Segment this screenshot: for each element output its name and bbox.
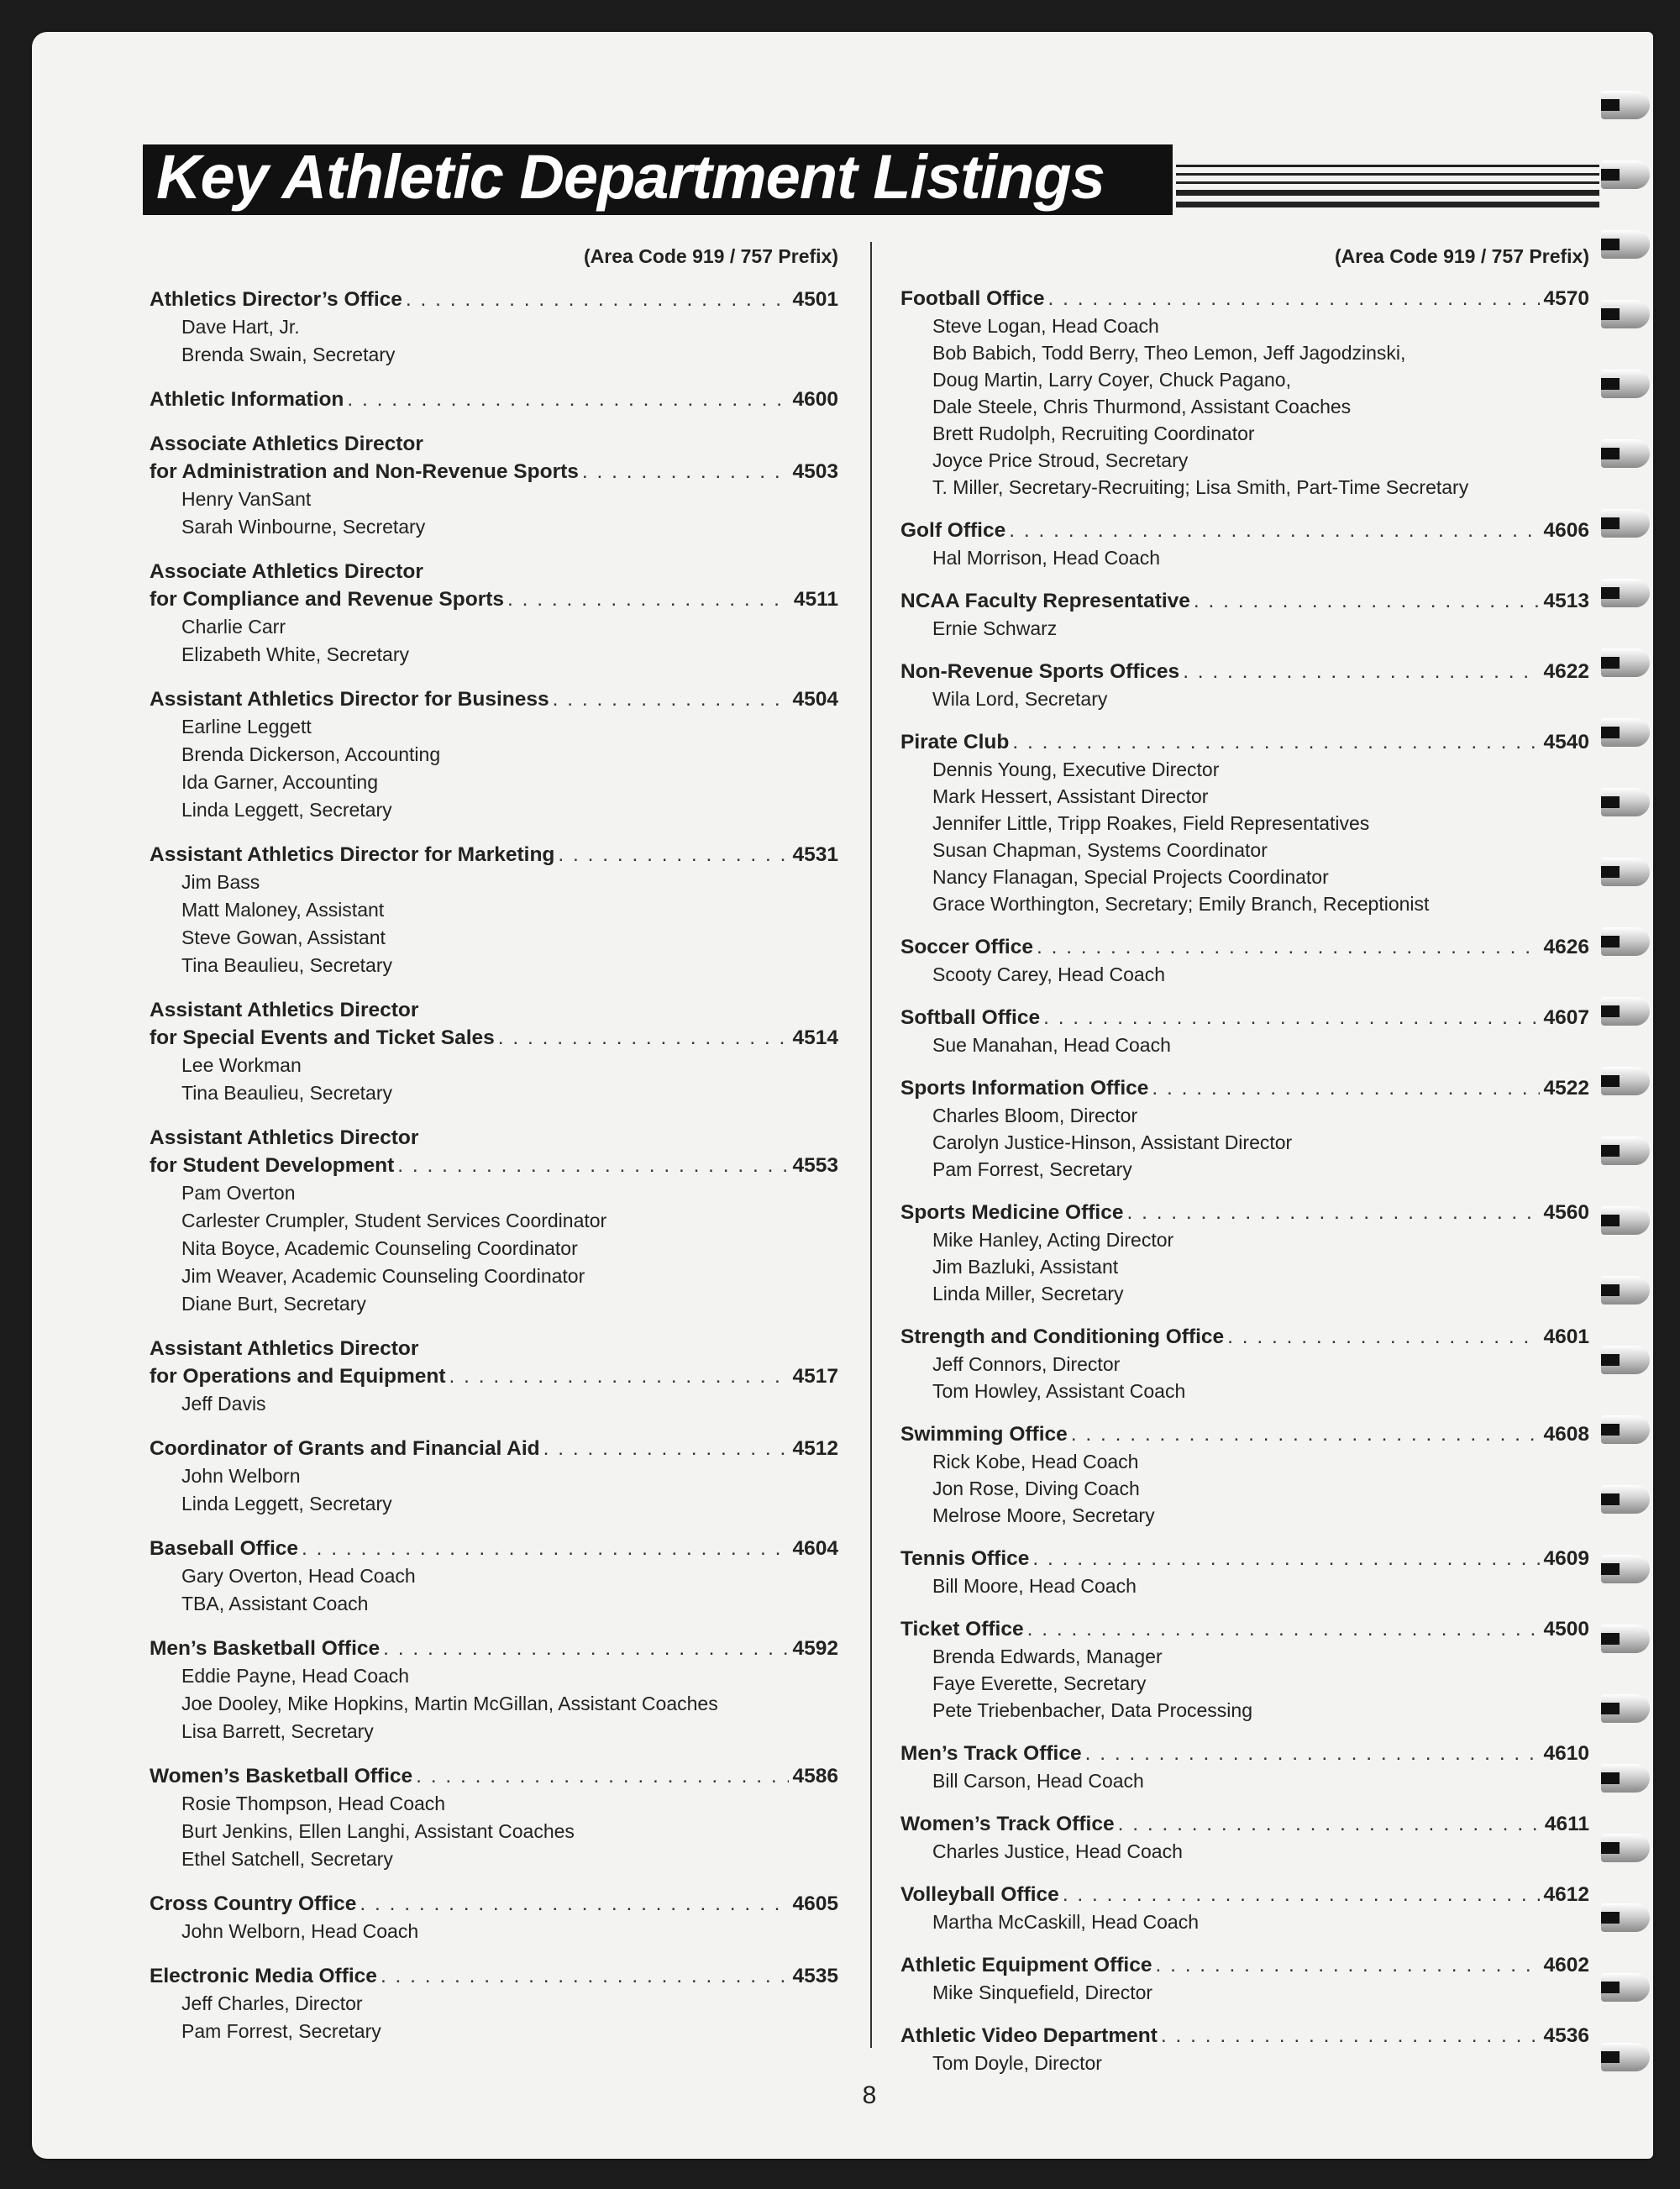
entry-heading [900,1324,1589,1351]
phone-extension: 4560 [1543,1201,1589,1224]
staff-line: Linda Leggett, Secretary [181,1493,392,1514]
staff-line: Rick Kobe, Head Coach [932,1451,1139,1472]
staff-line: Brenda Dickerson, Accounting [181,743,441,765]
directory-entry [900,729,1589,917]
staff-line: Nancy Flanagan, Special Projects Coordinator [932,866,1329,888]
staff-line: Jim Weaver, Academic Counseling Coordinator [181,1265,585,1287]
staff-line: Joe Dooley, Mike Hopkins, Martin McGillan, Assistant Coaches [181,1693,718,1714]
phone-extension: 4503 [792,460,838,483]
entry-heading-line1: Assistant Athletics Director [150,999,419,1021]
entry-heading [900,1811,1589,1838]
dot-leader [1194,588,1541,615]
directory-entry [150,1962,838,2045]
staff-line: Mark Hessert, Assistant Director [932,785,1209,807]
staff-line: Dennis Young, Executive Director [932,759,1220,780]
dot-leader [1161,2023,1541,2050]
entry-heading [150,1362,838,1390]
staff-line: Grace Worthington, Secretary; Emily Branch, Receptionist [932,893,1430,915]
staff-line: Martha McCaskill, Head Coach [932,1911,1200,1933]
directory-entry [900,1421,1589,1529]
office-name: Women’s Track Office [900,1813,1115,1835]
dot-leader [1071,1421,1541,1448]
directory-entry [900,1882,1589,1935]
staff-line: Sue Manahan, Head Coach [932,1034,1171,1056]
entry-heading-line1: Assistant Athletics Director [150,1126,419,1149]
staff-line: Susan Chapman, Systems Coordinator [932,839,1268,861]
entry-heading-line1: Assistant Athletics Director [150,1337,419,1360]
office-name: Volleyball Office [900,1883,1059,1906]
directory-entry [150,1535,838,1618]
staff-line: Jim Bazluki, Assistant [932,1256,1119,1278]
directory-entry [150,1124,838,1318]
dot-leader [397,1152,789,1179]
binding-ring [1601,1276,1650,1304]
directory-entry [900,934,1589,988]
binding-ring [1601,997,1650,1026]
staff-line: Carolyn Justice-Hinson, Assistant Director [932,1131,1293,1153]
staff-line: John Welborn [181,1465,301,1487]
directory-entry [900,517,1589,571]
dot-leader [416,1762,789,1790]
staff-line: Pam Forrest, Secretary [181,2020,381,2042]
staff-line: Joyce Price Stroud, Secretary [932,449,1189,471]
entry-heading [900,2023,1589,2050]
entry-heading [900,286,1589,312]
office-name: for Administration and Non-Revenue Sports [150,460,579,483]
office-name: for Special Events and Ticket Sales [150,1026,495,1049]
entry-heading [150,1024,838,1052]
phone-extension: 4612 [1543,1883,1589,1906]
office-name: Athletic Equipment Office [900,1954,1152,1976]
entry-heading [150,841,838,869]
staff-line: Ida Garner, Accounting [181,771,378,793]
entry-heading-line1: Associate Athletics Director [150,560,423,583]
directory-entry [150,430,838,541]
binding-ring [1601,1694,1650,1723]
entry-heading [900,517,1589,544]
dot-leader [347,386,789,413]
staff-line: Hal Morrison, Head Coach [932,547,1161,569]
entry-heading [150,1435,838,1462]
binding-ring [1601,1903,1650,1932]
office-name: Sports Medicine Office [900,1201,1124,1224]
staff-line: Pete Triebenbacher, Data Processing [932,1699,1253,1721]
entry-heading [900,1005,1589,1032]
staff-line: Jennifer Little, Tripp Roakes, Field Representatives [932,812,1370,834]
directory-entry [900,1740,1589,1794]
office-name: Soccer Office [900,936,1033,958]
dot-leader [1118,1811,1541,1838]
office-name: Athletics Director’s Office [150,288,402,311]
binding-ring [1601,1206,1650,1235]
entry-heading [150,386,838,413]
office-name: Men’s Basketball Office [150,1637,381,1660]
page-title: Key Athletic Department Listings [156,142,1105,212]
staff-line: John Welborn, Head Coach [181,1920,419,1942]
entry-heading [150,458,838,486]
binding-ring [1601,1136,1650,1165]
staff-line: Earline Leggett [181,716,312,738]
directory-entry [900,659,1589,712]
binding-ring [1601,1625,1650,1653]
binding-ring [1601,1415,1650,1444]
staff-line: T. Miller, Secretary-Recruiting; Lisa Smith, Part-Time Secretary [932,476,1469,498]
office-name: Athletic Video Department [900,2024,1158,2047]
entry-heading [150,1890,838,1918]
staff-line: Steve Logan, Head Coach [932,315,1159,337]
staff-line: Jeff Charles, Director [181,1992,363,2014]
dot-leader [449,1362,790,1390]
staff-line: Dave Hart, Jr. [181,316,300,338]
office-name: Pirate Club [900,731,1010,753]
staff-line: Tina Beaulieu, Secretary [181,954,393,976]
staff-line: Charlie Carr [181,616,286,638]
dot-leader [1227,1324,1540,1351]
directory-entry [900,1616,1589,1724]
dot-leader [553,685,790,713]
office-name: Assistant Athletics Director for Marketing [150,843,555,866]
phone-extension: 4522 [1543,1077,1589,1100]
staff-line: Charles Justice, Head Coach [932,1840,1183,1862]
directory-entry [150,841,838,979]
directory-entry [150,558,838,669]
directory-entry [900,1324,1589,1404]
staff-line: Nita Boyce, Academic Counseling Coordinator [181,1237,578,1259]
staff-line: Henry VanSant [181,488,312,510]
staff-line: Eddie Payne, Head Coach [181,1665,410,1687]
office-name: Baseball Office [150,1537,299,1560]
title-rule-lines [1176,165,1599,215]
entry-heading [900,729,1589,756]
left-entry-list [150,286,838,2045]
staff-line: Gary Overton, Head Coach [181,1565,416,1587]
office-name: Tennis Office [900,1547,1030,1570]
staff-line: Pam Overton [181,1182,296,1204]
right-entry-list [900,286,1589,2076]
directory-entry [900,1952,1589,2006]
right-column [900,245,1589,2093]
binding-ring [1601,439,1650,468]
binding-ring [1601,579,1650,607]
phone-extension: 4605 [792,1892,838,1915]
staff-line: Bill Moore, Head Coach [932,1575,1137,1597]
staff-line: Jeff Connors, Director [932,1353,1121,1375]
office-name: Strength and Conditioning Office [900,1325,1225,1348]
office-name: Women’s Basketball Office [150,1765,413,1787]
left-column [150,245,838,2062]
phone-extension: 4531 [792,843,838,866]
directory-entry [150,1890,838,1945]
office-name: Golf Office [900,519,1006,542]
dot-leader [1063,1882,1541,1908]
dot-leader [1009,517,1540,544]
staff-line: Linda Leggett, Secretary [181,799,392,821]
directory-entry [900,2023,1589,2076]
staff-line: Lee Workman [181,1054,302,1076]
entry-heading [900,1199,1589,1226]
entry-heading [900,1075,1589,1102]
staff-line: Ethel Satchell, Secretary [181,1848,393,1870]
directory-entry [150,1335,838,1418]
phone-extension: 4514 [792,1026,838,1049]
phone-extension: 4601 [1543,1325,1589,1348]
entry-heading [150,1635,838,1662]
binding-ring [1601,1067,1650,1095]
dot-leader [360,1890,789,1918]
entry-heading [900,588,1589,615]
phone-extension: 4592 [792,1637,838,1660]
staff-line: Linda Miller, Secretary [932,1283,1124,1304]
dot-leader [302,1535,789,1562]
staff-line: Matt Maloney, Assistant [181,899,385,921]
staff-line: Pam Forrest, Secretary [932,1158,1132,1180]
phone-extension: 4540 [1543,731,1589,753]
phone-extension: 4511 [793,588,838,611]
phone-extension: 4604 [792,1537,838,1560]
staff-line: Bob Babich, Todd Berry, Theo Lemon, Jeff Jagodzinski, [932,342,1406,364]
staff-line: Jim Bass [181,871,260,893]
binding-ring [1601,509,1650,538]
dot-leader [498,1024,790,1052]
staff-line: Jeff Davis [181,1393,266,1415]
staff-line: Doug Martin, Larry Coyer, Chuck Pagano, [932,369,1291,391]
office-name: Softball Office [900,1006,1041,1029]
dot-leader [1048,286,1541,312]
staff-line: Scooty Carey, Head Coach [932,963,1165,985]
phone-extension: 4607 [1543,1006,1589,1029]
phone-extension: 4610 [1543,1742,1589,1765]
directory-entry [150,286,838,369]
binding-ring [1601,1485,1650,1514]
phone-extension: 4602 [1543,1954,1589,1976]
entry-heading [900,1882,1589,1908]
entry-heading [150,685,838,713]
dot-leader [406,286,790,313]
dot-leader [1126,1199,1540,1226]
directory-entry [900,1075,1589,1183]
dot-leader [558,841,789,869]
dot-leader [1085,1740,1541,1767]
binding-ring [1601,1346,1650,1374]
staff-line: TBA, Assistant Coach [181,1593,369,1614]
dot-leader [1037,934,1541,961]
staff-line: Tom Howley, Assistant Coach [932,1380,1186,1402]
dot-leader [507,585,790,613]
staff-line: Rosie Thompson, Head Coach [181,1793,446,1814]
dot-leader [582,458,790,486]
phone-extension: 4517 [792,1365,838,1388]
entry-heading [150,286,838,313]
phone-extension: 4608 [1543,1423,1589,1446]
area-code-note: (Area Code 919 / 757 Prefix) [584,245,838,267]
binding-ring [1601,1555,1650,1583]
directory-entry [900,1005,1589,1058]
binding-ring [1601,2043,1650,2071]
staff-line: Mike Hanley, Acting Director [932,1229,1174,1251]
binding-ring [1601,230,1650,259]
binding-ring [1601,858,1650,886]
phone-extension: 4536 [1543,2024,1589,2047]
directory-entry [150,1435,838,1518]
office-name: Men’s Track Office [900,1742,1082,1765]
office-name: Ticket Office [900,1618,1024,1640]
phone-extension: 4600 [792,388,838,411]
directory-entry [150,1635,838,1745]
binding-ring [1601,1973,1650,2002]
staff-line: Elizabeth White, Secretary [181,643,410,665]
dot-leader [1027,1616,1541,1643]
directory-entry [900,1811,1589,1865]
entry-heading [900,1421,1589,1448]
entry-heading [150,1962,838,1990]
staff-line: Bill Carson, Head Coach [932,1770,1144,1792]
staff-line: Carlester Crumpler, Student Services Coordinator [181,1210,607,1231]
staff-line: Mike Sinquefield, Director [932,1982,1153,2003]
staff-line: Burt Jenkins, Ellen Langhi, Assistant Coaches [181,1820,575,1842]
office-name: Football Office [900,287,1045,310]
directory-entry [150,685,838,824]
binding-ring [1601,648,1650,677]
phone-extension: 4611 [1544,1813,1589,1835]
binding-ring [1601,370,1650,398]
office-name: for Student Development [150,1154,395,1177]
office-name: for Compliance and Revenue Sports [150,588,505,611]
staff-line: Tom Doyle, Director [932,2052,1102,2074]
entry-heading [150,1152,838,1179]
phone-extension: 4501 [792,288,838,311]
directory-entry [900,286,1589,501]
binding-ring [1601,788,1650,816]
entry-heading [900,1952,1589,1979]
staff-line: Wila Lord, Secretary [932,688,1108,710]
staff-line: Jon Rose, Diving Coach [932,1478,1140,1499]
phone-extension: 4535 [792,1965,838,1987]
staff-line: Tina Beaulieu, Secretary [181,1082,393,1104]
phone-extension: 4586 [792,1765,838,1787]
staff-line: Sarah Winbourne, Secretary [181,516,426,538]
staff-line: Charles Bloom, Director [932,1105,1138,1126]
entry-heading [900,934,1589,961]
office-name: Non-Revenue Sports Offices [900,660,1180,683]
dot-leader [383,1635,789,1662]
entry-heading [150,1535,838,1562]
directory-entry [150,386,838,413]
staff-line: Melrose Moore, Secretary [932,1504,1155,1526]
dot-leader [381,1962,790,1990]
directory-entry [150,1762,838,1873]
office-name: Assistant Athletics Director for Business [150,688,549,711]
binding-ring [1601,1834,1650,1862]
dot-leader [1043,1005,1540,1032]
office-name: Coordinator of Grants and Financial Aid [150,1437,540,1460]
phone-extension: 4513 [1543,590,1589,612]
column-divider [870,242,872,2048]
entry-heading [900,1616,1589,1643]
office-name: Cross Country Office [150,1892,357,1915]
phone-extension: 4609 [1543,1547,1589,1570]
directory-entry [900,1546,1589,1599]
area-code-note: (Area Code 919 / 757 Prefix) [1335,245,1589,267]
staff-line: Diane Burt, Secretary [181,1293,366,1315]
staff-line: Lisa Barrett, Secretary [181,1720,374,1742]
entry-heading-line1: Associate Athletics Director [150,433,423,455]
entry-heading [900,1546,1589,1572]
directory-entry [150,996,838,1107]
dot-leader [1012,729,1540,756]
binding-ring [1601,300,1650,328]
staff-line: Brenda Edwards, Manager [932,1646,1163,1667]
entry-heading [900,1740,1589,1767]
phone-extension: 4626 [1543,936,1589,958]
binding-ring [1601,1764,1650,1793]
dot-leader [1152,1075,1540,1102]
office-name: Swimming Office [900,1423,1068,1446]
binding-ring [1601,160,1650,189]
phone-extension: 4504 [792,688,838,711]
office-name: NCAA Faculty Representative [900,590,1190,612]
staff-line: Dale Steele, Chris Thurmond, Assistant Coaches [932,396,1352,417]
spiral-binding [1594,91,1653,2140]
staff-line: Steve Gowan, Assistant [181,927,386,948]
phone-extension: 4512 [792,1437,838,1460]
entry-heading [900,659,1589,685]
office-name: for Operations and Equipment [150,1365,446,1388]
staff-line: Brett Rudolph, Recruiting Coordinator [932,423,1255,444]
office-name: Athletic Information [150,388,344,411]
entry-heading [150,585,838,613]
entry-heading [150,1762,838,1790]
phone-extension: 4500 [1543,1618,1589,1640]
phone-extension: 4622 [1543,660,1589,683]
phone-extension: 4553 [792,1154,838,1177]
dot-leader [1155,1952,1540,1979]
phone-extension: 4570 [1543,287,1589,310]
phone-extension: 4606 [1543,519,1589,542]
office-name: Sports Information Office [900,1077,1149,1100]
staff-line: Ernie Schwarz [932,617,1058,639]
directory-entry [900,588,1589,642]
dot-leader [1032,1546,1540,1572]
binding-ring [1601,927,1650,956]
binding-ring [1601,91,1650,119]
page-number: 8 [862,2081,877,2109]
dot-leader [1183,659,1540,685]
office-name: Electronic Media Office [150,1965,377,1987]
directory-entry [900,1199,1589,1307]
binding-ring [1601,718,1650,747]
staff-line: Brenda Swain, Secretary [181,344,396,365]
staff-line: Faye Everette, Secretary [932,1672,1147,1694]
dot-leader [543,1435,790,1462]
